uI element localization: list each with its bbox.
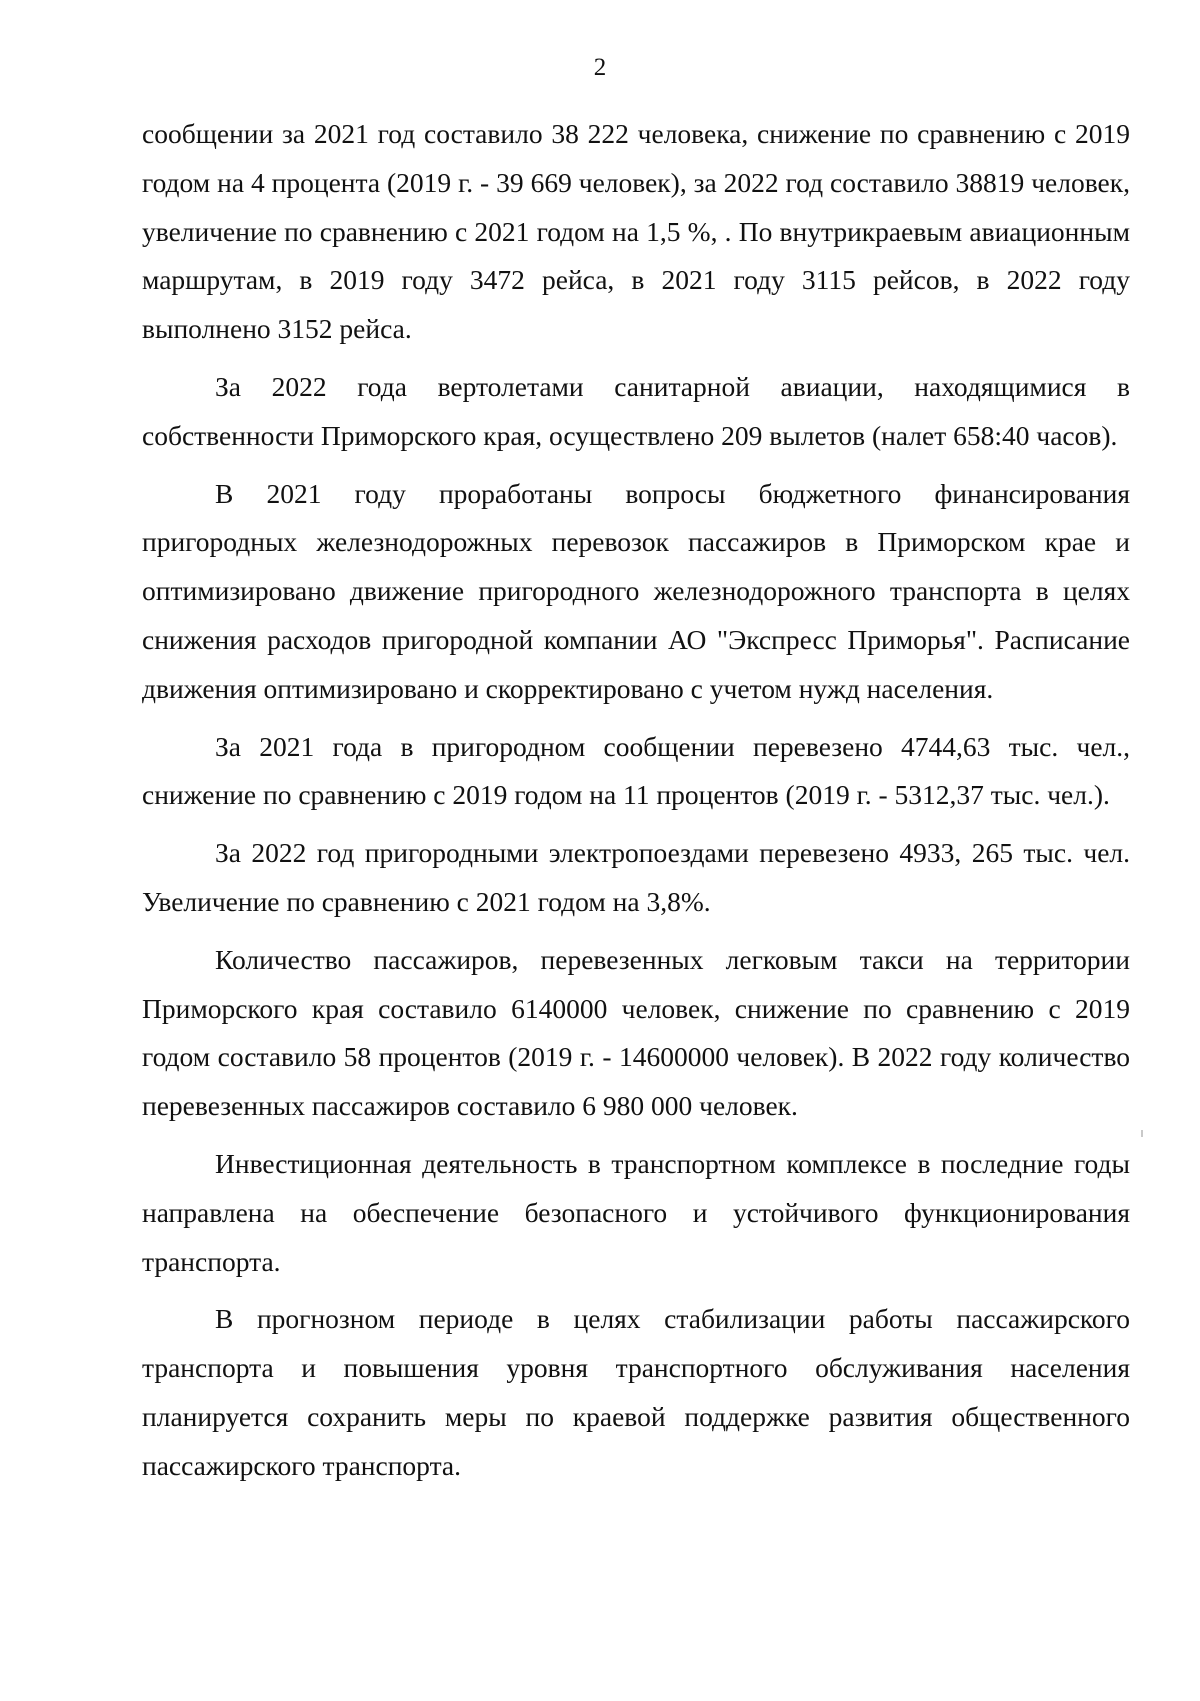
paragraph-suburban-rail-financing: В 2021 году проработаны вопросы бюджетного финансирования пригородных железнодорожных перевозок пассажиров в Приморском крае и оптимизировано движение пригородного железнодорожного транспорта в целях снижения расходов пригородной компании АО "Экспресс Приморья". Расписание движения оптимизировано и скорректировано с учетом нужд населения.: [142, 477, 1130, 704]
page-number: 2: [593, 54, 607, 81]
paragraph-suburban-passengers-2021: За 2021 года в пригородном сообщении перевезено 4744,63 тыс. чел., снижение по сравнению с 2019 годом на 11 процентов (2019 г. - 5312,37 тыс. чел.).: [142, 730, 1130, 811]
paragraph-sanitary-aviation: За 2022 года вертолетами санитарной авиации, находящимися в собственности Приморского края, осуществлено 209 вылетов (налет 658:40 часов).: [142, 370, 1130, 451]
paragraph-taxi-passengers: Количество пассажиров, перевезенных легковым такси на территории Приморского края составило 6140000 человек, снижение по сравнению с 2019 годом составило 58 процентов (2019 г. - 14600000 человек). В 2022 году количество перевезенных пассажиров составило 6 980 000 человек.: [142, 943, 1130, 1122]
paragraph-investment-activity: Инвестиционная деятельность в транспортном комплексе в последние годы направлена на обеспечение безопасного и устойчивого функционирования транспорта.: [142, 1147, 1130, 1277]
paragraph-electric-trains-2022: За 2022 год пригородными электропоездами перевезено 4933, 265 тыс. чел. Увеличение по сравнению с 2021 годом на 3,8%.: [142, 837, 1130, 917]
scan-artifact-mark: [1141, 1130, 1143, 1137]
document-body: [142, 110, 1130, 1491]
paragraph-forecast-period: В прогнозном периоде в целях стабилизации работы пассажирского транспорта и повышения уровня транспортного обслуживания населения планируется сохранить меры по краевой поддержке развития общественного пассажирского транспорта.: [142, 1303, 1130, 1481]
paragraph-air-transport-continuation: сообщении за 2021 год составило 38 222 человека, снижение по сравнению с 2019 годом на 4 процента (2019 г. - 39 669 человек), за 2022 год составило 38819 человек, увеличение по сравнению с 2021 годом на 1,5 %, . По внутрикраевым авиационным маршрутам, в 2019 году 3472 рейса, в 2021 году 3115 рейсов, в 2022 году выполнено 3152 рейса.: [142, 118, 1130, 345]
